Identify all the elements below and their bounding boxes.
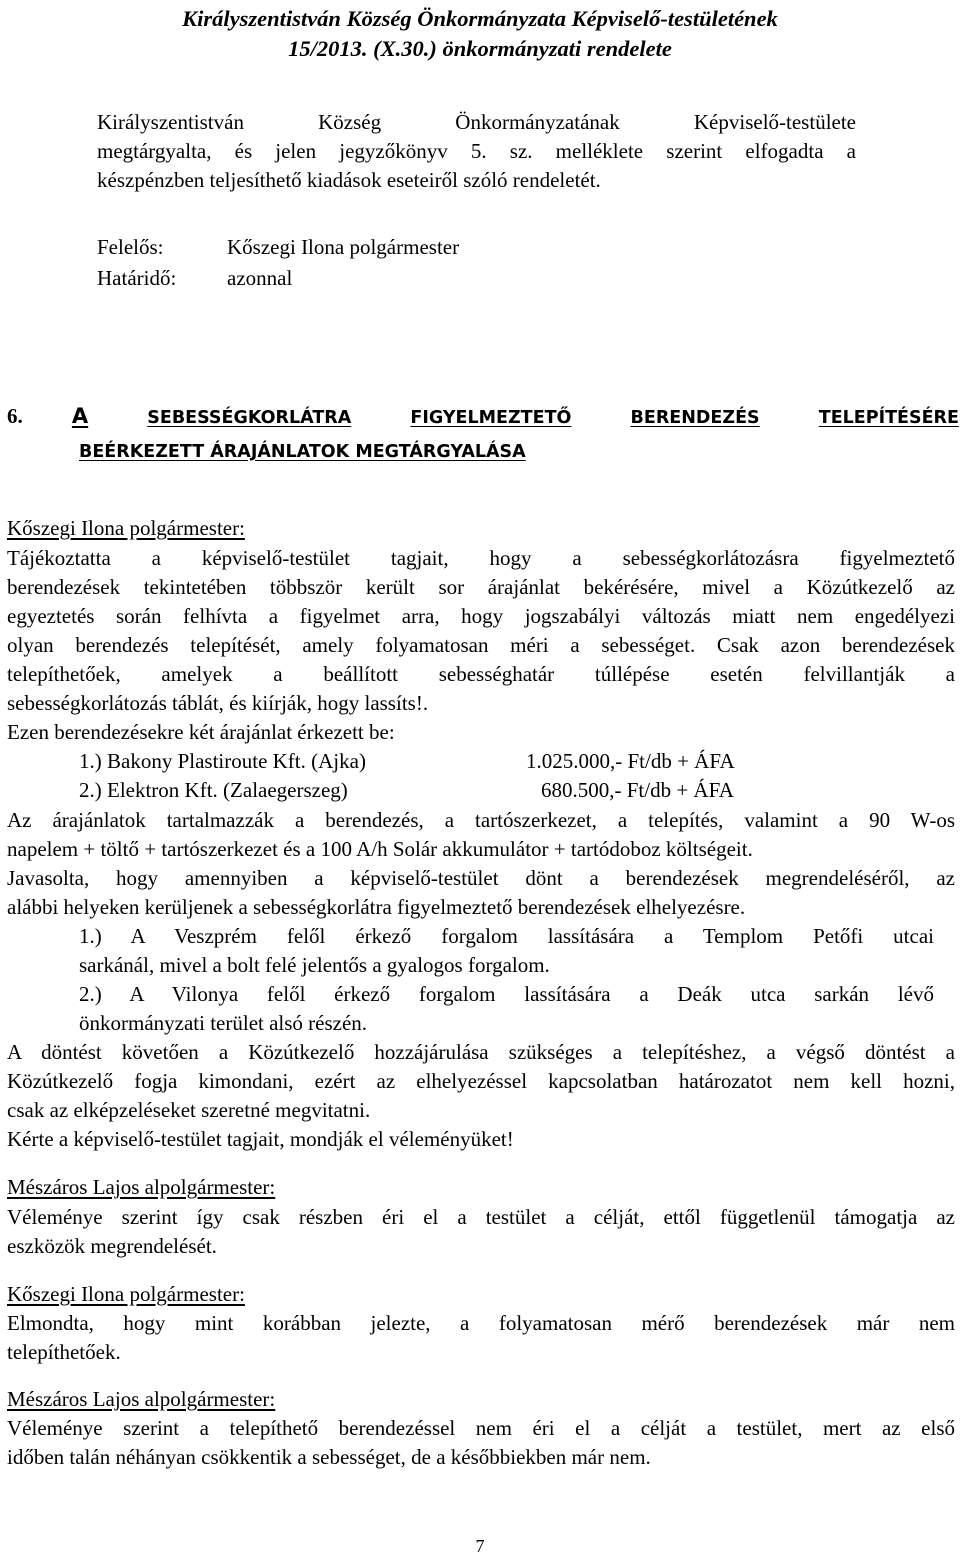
speaker-4-name: Mészáros Lajos alpolgármester: xyxy=(7,1387,276,1411)
speaker-1-line-3: egyeztetés során felhívta a figyelmet arra, hogy jogszabályi változás miatt nem engedélyezi xyxy=(7,604,955,628)
header-line-2: 15/2013. (X.30.) önkormányzati rendelete xyxy=(288,36,672,61)
speaker-2-name: Mészáros Lajos alpolgármester: xyxy=(7,1175,276,1199)
speaker-1-name: Kőszegi Ilona polgármester: xyxy=(7,516,245,540)
speaker-1-line-10: alábbi helyeken kerüljenek a sebességkorlátra figyelmeztető berendezések elhelyezésre. xyxy=(7,895,746,919)
title-word-a: A xyxy=(71,404,89,428)
hatarido-label: Határidő: xyxy=(97,266,177,290)
title-word-telepitesere: TELEPÍTÉSÉRE xyxy=(818,408,959,428)
speaker-1-line-7: Az árajánlatok tartalmazzák a berendezés, a tartószerkezet, a telepítés, valamint a 90 W-os xyxy=(7,808,955,832)
speaker-1-line-5: telepíthetőek, amelyek a beállított sebességhatár túllépése esetén felvillantják a xyxy=(7,662,955,686)
intro-line-3: készpénzben teljesíthető kiadások eseteiről szóló rendeletét. xyxy=(97,168,601,192)
speaker-1-line-11: A döntést követően a Közútkezelő hozzájárulása szükséges a telepítéshez, a végső döntést a xyxy=(7,1040,955,1064)
title-word-berendezes: BERENDEZÉS xyxy=(630,408,760,428)
location-1-line-2: sarkánál, mivel a bolt felé jelentős a gyalogos forgalom. xyxy=(79,953,550,977)
offer-2-name: 2.) Elektron Kft. (Zalaegerszeg) xyxy=(79,778,348,802)
speaker-1-line-14: Kérte a képviselő-testület tagjait, mondják el véleményüket! xyxy=(7,1127,514,1151)
speaker-1-line-2: berendezések tekintetében többször került sor árajánlat bekérésére, mivel a Közútkezelő az xyxy=(7,575,955,599)
offer-2-price: 680.500,- Ft/db + ÁFA xyxy=(541,778,734,802)
speaker-4-line-2: időben talán néhányan csökkentik a sebességet, de a későbbiekben már nem. xyxy=(7,1445,651,1469)
intro-line-2: megtárgyalta, és jelen jegyzőkönyv 5. sz. melléklete szerint elfogadta a xyxy=(97,139,856,163)
section-number-label: 6. xyxy=(7,404,23,428)
offers-intro: Ezen berendezésekre két árajánlat érkezett be: xyxy=(7,720,395,744)
speaker-2-line-1: Véleménye szerint így csak részben éri el a testület a célját, ettől függetlenül támogatja az xyxy=(7,1205,955,1229)
hatarido-value: azonnal xyxy=(227,266,293,290)
speaker-2-line-2: eszközök megrendelését. xyxy=(7,1234,217,1258)
document-header xyxy=(0,4,960,64)
speaker-4-line-1: Véleménye szerint a telepíthető berendezéssel nem éri el a célját a testület, mert az első xyxy=(7,1416,955,1440)
speaker-3-line-2: telepíthetőek. xyxy=(7,1340,121,1364)
location-2-line-1: 2.) A Vilonya felől érkező forgalom lassítására a Deák utca sarkán lévő xyxy=(79,982,934,1006)
title-word-figyelmezteto: FIGYELMEZTETŐ xyxy=(410,408,572,428)
speaker-1-line-4: olyan berendezés telepítését, amely folyamatosan méri a sebességet. Csak azon berendezések xyxy=(7,633,955,657)
felelos-label: Felelős: xyxy=(97,235,164,259)
speaker-1-line-9: Javasolta, hogy amennyiben a képviselő-testület dönt a berendezések megrendeléséről, az xyxy=(7,866,955,890)
location-2-line-2: önkormányzati terület alsó részén. xyxy=(79,1011,368,1035)
section-title-row xyxy=(7,400,959,434)
intro-line-1: Királyszentistván Község Önkormányzatának Képviselő-testülete xyxy=(97,110,856,134)
speaker-3-line-1: Elmondta, hogy mint korábban jelezte, a folyamatosan mérő berendezések már nem xyxy=(7,1311,955,1335)
header-line-1: Királyszentistván Község Önkormányzata Képviselő-testületének xyxy=(182,6,778,31)
page-number: 7 xyxy=(475,1536,485,1556)
location-1-line-1: 1.) A Veszprém felől érkező forgalom lassítására a Templom Petőfi utcai xyxy=(79,924,934,948)
speaker-1-line-1: Tájékoztatta a képviselő-testület tagjait, hogy a sebességkorlátozásra figyelmeztető xyxy=(7,546,955,570)
speaker-1-line-6: sebességkorlátozás táblát, és kiírják, hogy lassíts!. xyxy=(7,691,429,715)
speaker-1-line-8: napelem + töltő + tartószerkezet és a 100 A/h Solár akkumulátor + tartódoboz költségeit. xyxy=(7,837,753,861)
section-title-line-2: BEÉRKEZETT ÁRAJÁNLATOK MEGTÁRGYALÁSA xyxy=(79,442,526,462)
speaker-1-line-13: csak az elképzeléseket szeretné megvitatni. xyxy=(7,1098,371,1122)
speaker-3-name: Kőszegi Ilona polgármester: xyxy=(7,1282,245,1306)
offer-1-price: 1.025.000,- Ft/db + ÁFA xyxy=(526,749,735,773)
felelos-value: Kőszegi Ilona polgármester xyxy=(227,235,460,259)
offer-1-name: 1.) Bakony Plastiroute Kft. (Ajka) xyxy=(79,749,366,773)
speaker-1-line-12: Közútkezelő fogja kimondani, ezért az elhelyezéssel kapcsolatban határozatot nem kell hozni, xyxy=(7,1069,955,1093)
title-word-sebessegkorlatra: SEBESSÉGKORLÁTRA xyxy=(147,408,352,428)
